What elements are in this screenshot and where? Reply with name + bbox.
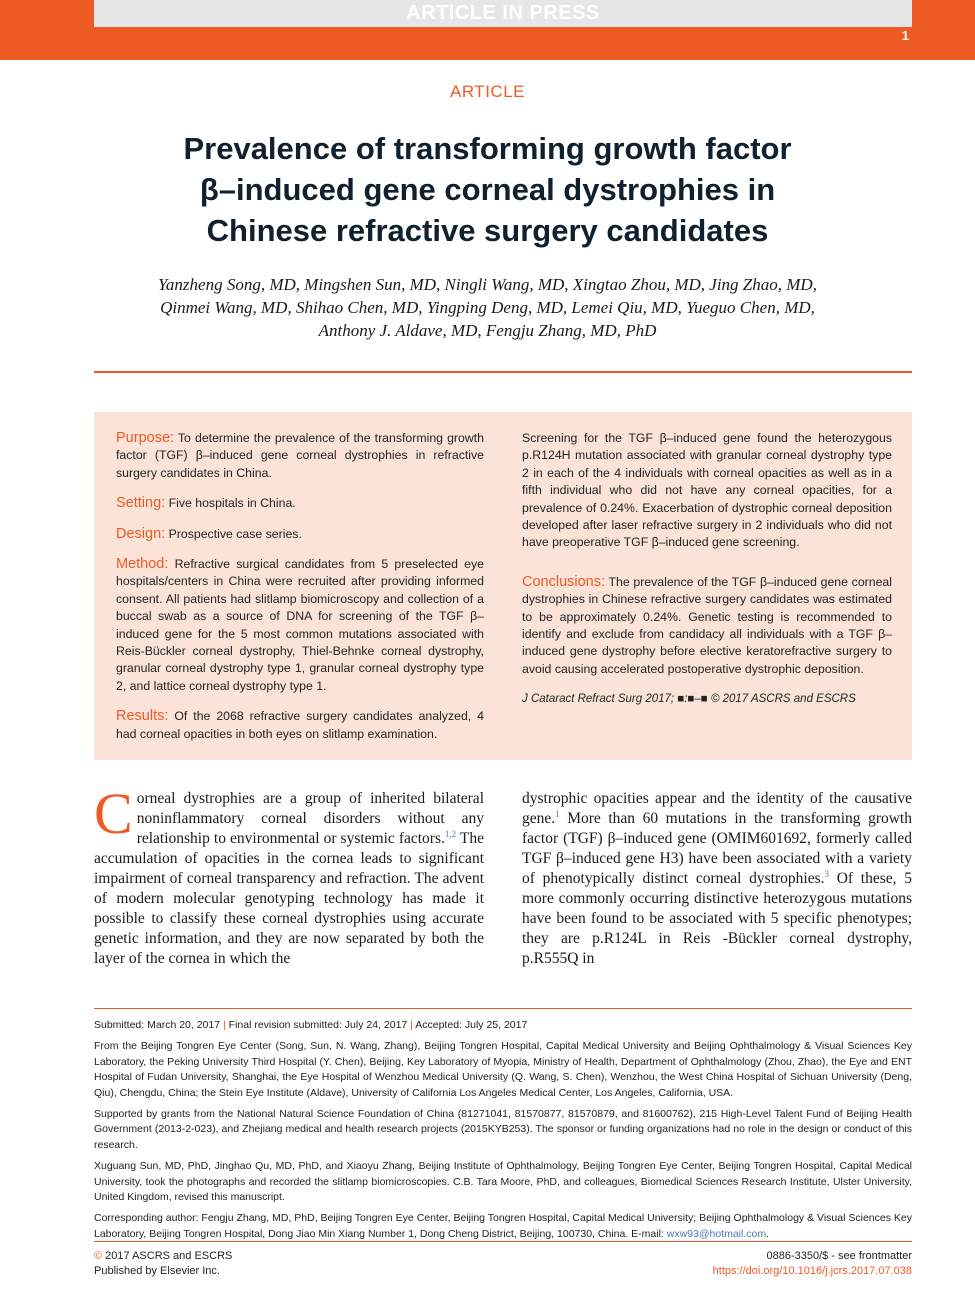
design-heading: Design: xyxy=(116,525,166,542)
footnotes xyxy=(94,1018,912,1248)
conclusions-heading: Conclusions: xyxy=(522,573,606,590)
abstract-left-column xyxy=(116,430,484,756)
abstract-conclusions xyxy=(522,574,892,678)
issn: 0886-3350/$ - see frontmatter xyxy=(766,1250,912,1262)
author-list xyxy=(110,273,865,342)
article-in-press-label: ARTICLE IN PRESS xyxy=(406,2,600,24)
design-text: Prospective case series. xyxy=(168,526,302,541)
results-heading: Results: xyxy=(116,708,169,725)
abstract-setting xyxy=(116,495,484,512)
copyright-text: 2017 ASCRS and ESCRS xyxy=(105,1250,233,1262)
abstract-design xyxy=(116,526,484,543)
body-text: The accumulation of opacities in the cornea leads to significant impairment of corneal transparency and refraction. The advent of modern molecular genotyping technology has made it possible to classify these corneal dystrophies using accurate genetic information, and they are now separated by both the layer of the cornea in which the xyxy=(94,830,484,967)
affiliations: From the Beijing Tongren Eye Center (Song, Sun, N. Wang, Zhang), Beijing Tongren Hospital, Capital Medical University and Beijing Ophthalmology & Visual Sciences Key Laboratory, the Peking University Third Hospital (Y. Chen), Beijing, Key Laboratory of Myopia, Ministry of Health, Department of Ophthalmology (Zhou, Zhao), the Eye and ENT Hospital of Fudan University, Shanghai, the Eye Hospital of Wenzhou Medical University (Q. Wang, S. Chen), Wenzhou, the West China Hospital of Sichuan University (Deng, Qiu), Chengdu, China; the Stein Eye Institute (Aldave), University of California Los Angeles Medical Center, Los Angeles, California, USA. xyxy=(94,1040,912,1099)
acknowledgments: Xuguang Sun, MD, PhD, Jinghao Qu, MD, PhD, and Xiaoyu Zhang, Beijing Institute of Ophthalmology, Beijing Tongren Eye Center, Beijing Tongren Hospital, Capital Medical University, took the photographs and recorded the slitlamp biomicroscopies. C.B. Tara Moore, PhD, and colleagues, Biomedical Sciences Research Institute, Ulster University, United Kingdom, revised this manuscript. xyxy=(94,1160,912,1204)
corresponding-text: Corresponding author: Fengju Zhang, MD, PhD, Beijing Tongren Eye Center, Beijing Tongren Hospital, Capital Medical University; Beijing Ophthalmology & Visual Sciences Key Laboratory, Beijing Tongren Hospital, Dong Jiao Min Xiang Number 1, Dong Cheng District, Beijing, 100730, China. E-mail: xyxy=(94,1212,912,1240)
reference-link[interactable]: 1 xyxy=(555,808,560,819)
journal-citation: J Cataract Refract Surg 2017; ■:■–■ © 2017 ASCRS and ESCRS xyxy=(522,693,856,706)
email-link[interactable]: wxw93@hotmail.com xyxy=(666,1227,767,1240)
body-text: More than 60 mutations in the transforming growth factor (TGF) β–induced gene (OMIM601692, formerly called TGF β–induced gene H3) have been associated with a variety of phenotypically distinct corneal dystrophies. xyxy=(522,810,912,887)
publisher: Published by Elsevier Inc. xyxy=(94,1265,220,1277)
title-line: Chinese refractive surgery candidates xyxy=(206,213,769,248)
title-line: Prevalence of transforming growth factor xyxy=(183,131,792,166)
body-text: orneal dystrophies are a group of inherited bilateral noninflammatory corneal disorders without any relationship to environmental or systemic factors. xyxy=(136,790,484,847)
reference-link[interactable]: 3 xyxy=(824,868,829,879)
accepted-date: Accepted: July 25, 2017 xyxy=(415,1019,528,1031)
footer-left xyxy=(94,1249,232,1279)
author-line: Yanzheng Song, MD, Mingshen Sun, MD, Ningli Wang, MD, Xingtao Zhou, MD, Jing Zhao, MD, xyxy=(158,275,817,294)
purpose-heading: Purpose: xyxy=(116,430,175,446)
page-number: 1 xyxy=(901,28,909,43)
method-heading: Method: xyxy=(116,556,169,573)
author-line: Qinmei Wang, MD, Shihao Chen, MD, Yingping Deng, MD, Lemei Qiu, MD, Yueguo Chen, MD, xyxy=(160,298,815,317)
title-divider xyxy=(94,371,912,373)
body-right-column xyxy=(522,789,912,969)
author-line: Anthony J. Aldave, MD, Fengju Zhang, MD, PhD xyxy=(318,321,657,340)
article-title xyxy=(120,128,855,251)
final-revision-date: Final revision submitted: July 24, 2017 xyxy=(228,1019,408,1031)
title-line: β–induced gene corneal dystrophies in xyxy=(199,172,776,207)
purpose-text: To determine the prevalence of the transforming growth factor (TGF) β–induced gene corneal dystrophies in refractive surgery candidates in China. xyxy=(116,431,484,480)
doi-link[interactable]: https://doi.org/10.1016/j.jcrs.2017.07.038 xyxy=(712,1265,912,1277)
abstract-box xyxy=(94,412,912,760)
abstract-right-column xyxy=(522,430,892,722)
conclusions-text: The prevalence of the TGF β–induced gene corneal dystrophies in Chinese refractive surgery candidates was estimated to be approximately 0.24%. Genetic testing is recommended to identify and exclude from candidacy all individuals with a TGF β–induced gene dystrophy before elective keratorefractive surgery to avoid causing accelerated postoperative dystrophic deposition. xyxy=(522,574,892,676)
funding-statement: Supported by grants from the National Natural Science Foundation of China (81271041, 81570877, 81570879, and 81600762), 215 High-Level Talent Fund of Beijing Health Government (2013-2-023), and Zhejiang medical and health research projects (2015KYB253). The sponsor or funding organizations had no role in the design or conduct of this research. xyxy=(94,1108,912,1151)
setting-text: Five hospitals in China. xyxy=(168,496,296,511)
results-continued: Screening for the TGF β–induced gene found the heterozygous p.R124H mutation associated with granular corneal dystrophy type 2 in each of the 4 individuals with corneal opacities as well as in a fifth individual who did not have any corneal opacities, for a prevalence of 0.24%. Exacerbation of dystrophic corneal deposition developed after laser refractive surgery in 2 individuals who did not have preoperative TGF β–induced gene screening. xyxy=(522,431,892,550)
method-text: Refractive surgical candidates from 5 preselected eye hospitals/centers in China were recruited after providing informed consent. All patients had slitlamp biomicroscopy and collection of a buccal swab as a source of DNA for screening of the TGF β–induced gene for the 5 most common mutations associated with Reis-Bückler corneal dystrophy, Thiel-Behnke corneal dystrophy, granular corneal dystrophy type 1, granular corneal dystrophy type 2, and lattice corneal dystrophy type 1. xyxy=(116,557,484,693)
email-period: . xyxy=(766,1227,770,1240)
corresponding-author xyxy=(94,1211,912,1242)
submission-dates: Submitted: March 20, 2017 | Final revision submitted: July 24, 2017 | Accepted: July 25, 2017 xyxy=(94,1019,528,1031)
abstract-results xyxy=(116,708,484,743)
footer-divider xyxy=(94,1241,912,1242)
body-text: Of these, 5 more commonly occurring distinctive heterozygous mutations have been found to be associated with 5 specific phenotypes; they are p.R124L in Reis -Bückler corneal dystrophy, p.R555Q in xyxy=(522,870,912,967)
reference-link[interactable]: 1,2 xyxy=(444,828,457,839)
abstract-purpose xyxy=(116,430,484,482)
drop-cap: C xyxy=(94,781,133,846)
footnote-divider xyxy=(94,1008,912,1009)
submitted-date: Submitted: March 20, 2017 xyxy=(94,1019,221,1031)
body-text: dystrophic opacities appear and the identity of the causative gene. xyxy=(522,790,912,827)
copyright: © 2017 ASCRS and ESCRS xyxy=(94,1250,233,1262)
body-left-column xyxy=(94,781,484,969)
results-text: Of the 2068 refractive surgery candidates analyzed, 4 had corneal opacities in both eyes on slitlamp examination. xyxy=(116,709,484,741)
article-type: ARTICLE xyxy=(450,82,525,101)
footer-right xyxy=(713,1249,912,1279)
setting-heading: Setting: xyxy=(116,495,166,512)
abstract-method xyxy=(116,556,484,695)
